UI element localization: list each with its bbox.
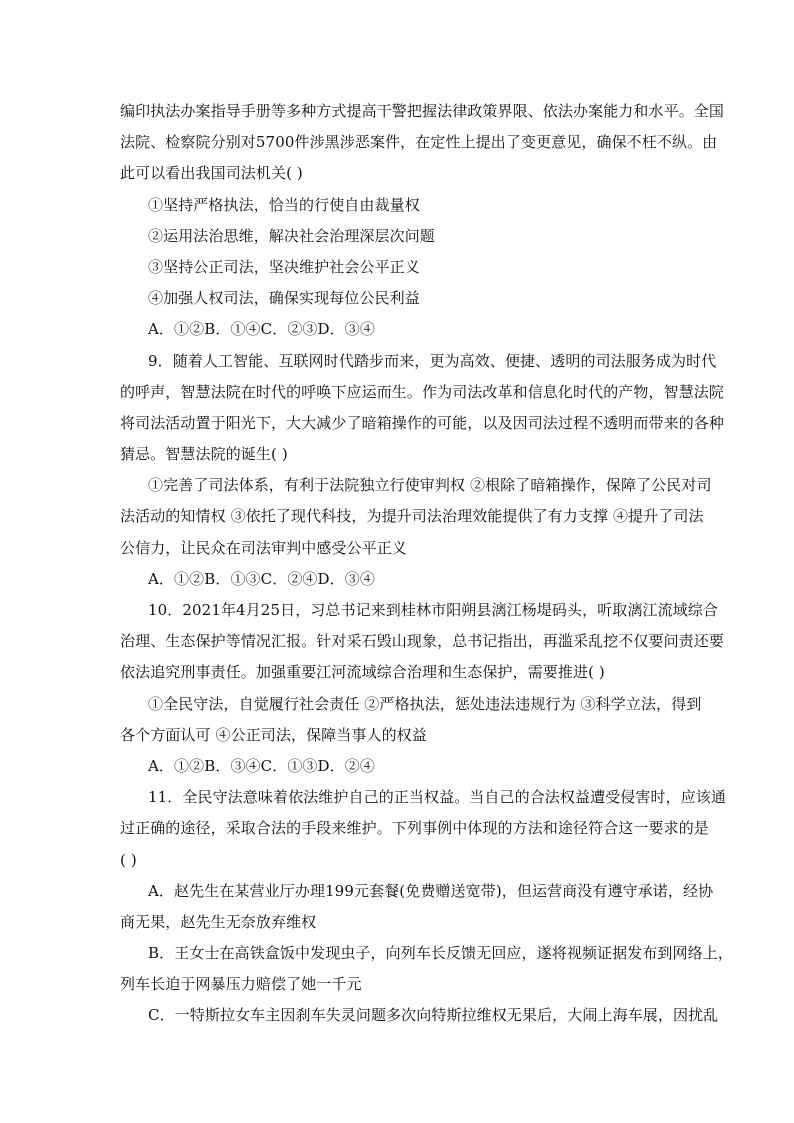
question-10-stem: 依法追究刑事责任。加强重要江河流域综合治理和生态保护，需要推进( ) <box>120 663 605 682</box>
question-9-line: 将司法活动置于阳光下，大大减少了暗箱操作的可能，以及因司法过程不透明而带来的各种 <box>120 413 725 432</box>
paragraph-line: 法院、检察院分别对5700件涉黑涉恶案件，在定性上提出了变更意见，确保不枉不纵。由 <box>120 133 718 152</box>
question-10-line: 治理、生态保护等情况汇报。针对采石毁山现象，总书记指出，再滥采乱挖不仅要问责还要 <box>120 632 725 651</box>
option-statement-3: ③坚持公正司法，坚决维护社会公平正义 <box>148 257 420 276</box>
question-9-options-line: 法活动的知情权 ③依托了现代科技，为提升司法治理效能提供了有力支撑 ④提升了司法 <box>120 507 704 526</box>
question-9-options-line: ①完善了司法体系，有利于法院独立行使审判权 ②根除了暗箱操作，保障了公民对司 <box>148 476 712 495</box>
question-9-options-line: 公信力，让民众在司法审判中感受公平正义 <box>120 538 407 557</box>
question-10-line: 10．2021年4月25日，习总书记来到桂林市阳朔县漓江杨堤码头，听取漓江流域综合 <box>148 601 718 619</box>
question-11-option-b: B．王女士在高铁盒饭中发现虫子，向列车长反馈无回应，遂将视频证据发布到网络上， <box>148 944 733 963</box>
question-11-line: 过正确的途径，采取合法的手段来维护。下列事例中体现的方法和途径符合这一要求的是 <box>120 819 709 838</box>
question-9-line: 9．随着人工智能、互联网时代踏步而来，更为高效、便捷、透明的司法服务成为时代 <box>148 351 717 370</box>
answer-choices: A．①②B．③④C．①③D．②④ <box>148 756 375 775</box>
question-11-stem: ( ) <box>120 850 137 869</box>
option-statement-2: ②运用法治思维，解决社会治理深层次问题 <box>148 226 435 245</box>
question-9-line: 的呼声，智慧法院在时代的呼唤下应运而生。作为司法改革和信息化时代的产物，智慧法院 <box>120 382 725 401</box>
question-10-options-line: ①全民守法，自觉履行社会责任 ②严格执法，惩处违法违规行为 ③科学立法，得到 <box>148 694 702 713</box>
option-statement-4: ④加强人权司法，确保实现每位公民利益 <box>148 289 420 308</box>
question-11-option-a: A．赵先生在某营业厅办理199元套餐(免费赠送宽带)，但运营商没有遵守承诺，经协 <box>148 881 714 900</box>
question-9-stem: 猜忌。智慧法院的诞生( ) <box>120 445 288 464</box>
question-11-option-a: 商无果，赵先生无奈放弃维权 <box>120 912 317 931</box>
question-10-options-line: 各个方面认可 ④公正司法，保障当事人的权益 <box>120 725 427 744</box>
question-11-option-b: 列车长迫于网暴压力赔偿了她一千元 <box>120 975 362 994</box>
answer-choices: A．①②B．①④C．②③D．③④ <box>148 320 375 339</box>
document-body <box>120 96 733 1032</box>
question-11-option-c: C．一特斯拉女车主因刹车失灵问题多次向特斯拉维权无果后，大闹上海车展，因扰乱 <box>148 1006 719 1025</box>
question-stem-line: 此可以看出我国司法机关( ) <box>120 164 303 183</box>
paragraph-line: 编印执法办案指导手册等多种方式提高干警把握法律政策界限、依法办案能力和水平。全国 <box>120 102 725 120</box>
option-statement-1: ①坚持严格执法，恰当的行使自由裁量权 <box>148 195 420 214</box>
question-11-line: 11．全民守法意味着依法维护自己的正当权益。当自己的合法权益遭受侵害时，应该通 <box>148 788 726 807</box>
answer-choices: A．①②B．①③C．②④D．③④ <box>148 569 375 588</box>
